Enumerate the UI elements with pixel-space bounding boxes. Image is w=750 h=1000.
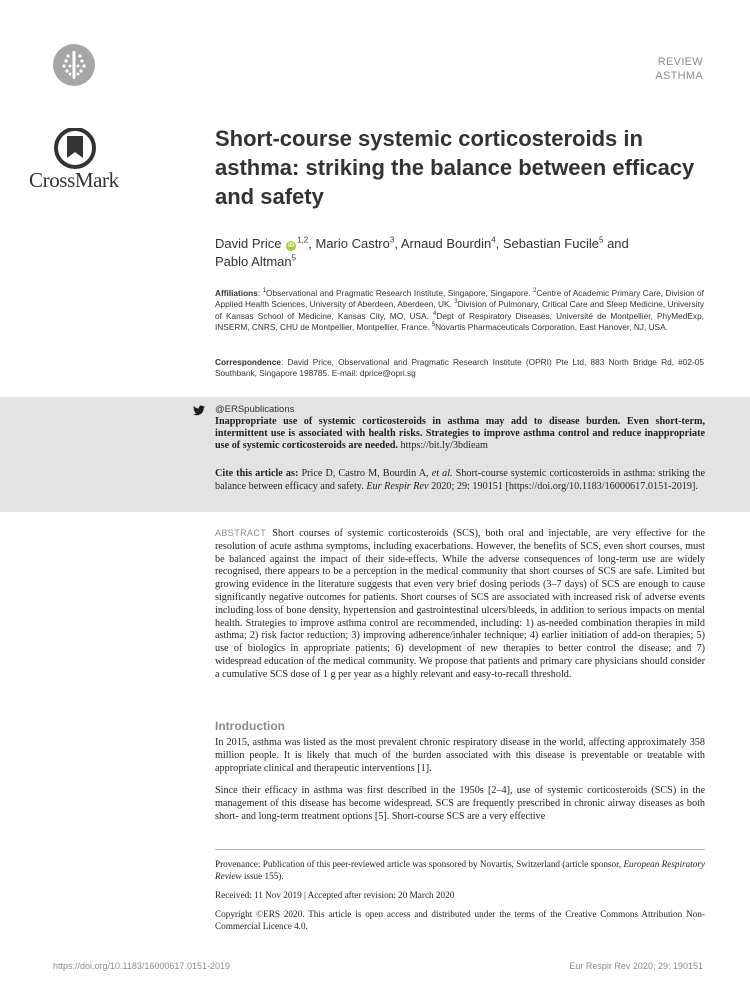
twitter-handle[interactable]: @ERSpublications (215, 404, 295, 415)
affil-sup: 2 (533, 288, 537, 295)
author-list: David Price iD$^{1,2}$, Mario Castro$^3$, Arnaud Bourdin$^4$, Sebastian Fucile$^5$ and Pablo Altman$^5$ (215, 235, 629, 269)
crossmark-label[interactable]: CrossMark (29, 168, 119, 192)
affil-sup: 4 (433, 311, 437, 318)
provenance-text: Provenance: Publication of this peer-reviewed article was sponsored by Novartis, Switzerland (article sponsor, (215, 859, 622, 869)
cite-etal: et al. (431, 468, 453, 479)
tweet-body: Inappropriate use of systemic corticosteroids in asthma may add to disease burden. Even short-term, intermittent use is associated with health risks. Strategies to improve asthma control and reduce inappropriate use of systemic corticosteroids are needed. (215, 416, 705, 452)
highlight-box (0, 397, 750, 512)
abstract-text: Short courses of systemic corticosteroids (SCS), both oral and injectable, are very effective for the resolution of acute asthma symptoms, including exacerbations. However, the benefits of SCS, even short courses, must be balanced against the impact of their side-effects. While the adverse consequences of long-term use are widely recognised, there appears to be a perception in the medical community that short courses of SCS are safe. Limited but growing evidence in the literature suggests that even very brief dosing periods (3–7 days) of SCS are enough to cause significantly negative outcomes for patients. Short courses of SCS are associated with increased risk of adverse events including loss of bone density, hypertension and gastrointestinal ulcers/bleeds, in addition to serious impacts on mental health. Strategies to improve asthma control are recommended, including: 1) as-needed combination therapies in mild asthma; 2) risk factor reduction; 3) improving adherence/inhaler technique; 4) earlier initiation of add-on therapies; 5) use of biologics in appropriate patients; 6) development of new therapies to better control the disease; and 7) widespread education of the medical community. We propose that patients and primary care physicians should consider a cumulative SCS dose of 1 g per year as a highly relevant and easy-to-recall threshold. (215, 528, 705, 680)
provenance-journal: European Respiratory Review (215, 859, 706, 881)
cite-doi[interactable]: 2020; 29: 190151 [https://doi.org/10.1183/16000617.0151-2019]. (431, 480, 698, 492)
abstract-label: ABSTRACT (215, 528, 267, 538)
orcid-icon[interactable]: iD (288, 243, 295, 249)
introduction-heading: Introduction (215, 719, 285, 733)
author-name[interactable]: Arnaud Bourdin (400, 236, 492, 251)
dates-note: Received: 11 Nov 2019 | Accepted after revision: 20 March 2020 (215, 890, 455, 900)
correspondence (215, 357, 704, 380)
cite-authors: Price D, Castro M, Bourdin A, (301, 468, 429, 479)
citation (215, 468, 705, 493)
footer-journal-ref: Eur Respir Rev 2020; 29: 190151 (569, 961, 703, 971)
copyright-note: Copyright ©ERS 2020. This article is open access and distributed under the terms of the Creative Commons Attribution Non-Commercial Licence 4.0. (215, 909, 705, 931)
intro-paragraph-2: Since their efficacy in asthma was first described in the 1950s [2–4], use of systemic corticosteroids (SCS) in the management of this disease has become widespread. SCS are frequently prescribed in chronic airway diseases as both short- and long-term treatment options [5]. Short-course SCS are a very effective (215, 785, 705, 822)
ers-logo-icon (53, 44, 95, 86)
tweet-text (215, 416, 705, 453)
provenance-end: issue 155). (243, 870, 284, 881)
correspondence-label: Correspondence (215, 357, 281, 367)
affil-text: Dept of Respiratory Diseases, Université de Montpellier, PhyMedExp, INSERM, CNRS, CHU de Montpellier, Montpellier, France. (215, 310, 704, 333)
author-name[interactable]: Sebastian Fucile (502, 236, 599, 251)
author-name[interactable]: Mario Castro (315, 236, 390, 251)
affil-text: Division of Pulmonary, Critical Care and Sleep Medicine, University of Kansas School of Medicine, Kansas City, MO, USA. (215, 299, 704, 321)
cite-journal: Eur Respir Rev (366, 480, 429, 492)
affiliations: Affiliations: $^1$Observational and Pragmatic Research Institute, Singapore, Singapore. $^2$Centre of Academic Primary Care, Division of Applied Health Sciences, University of Aberdeen, Aberdeen, UK. $^3$Division of Pulmonary, Critical Care and Sleep Medicine, University of Kansas School of Medicine, Kansas City, MO, USA. $^4$Dept of Respiratory Diseases, Université de Montpellier, PhyMedExp, INSERM, CNRS, CHU de Montpellier, Montpellier, France. $^5$Novartis Pharmaceuticals Corporation, East Hanover, NJ, USA. (215, 288, 704, 333)
affil-sup: 1 (262, 288, 267, 295)
affil-sup: 5 (431, 322, 436, 329)
footnote-divider (215, 849, 705, 850)
author-affil-sup: 4 (491, 235, 496, 245)
author-conjunction: and (607, 236, 629, 251)
twitter-icon[interactable] (193, 405, 205, 416)
affiliations-label: Affiliations (215, 288, 258, 298)
article-title: Short-course systemic corticosteroids in asthma: striking the balance between efficacy and safety (215, 126, 695, 209)
section-label (655, 55, 703, 83)
author-affil-sup: 5 (599, 235, 604, 245)
abstract (215, 527, 705, 682)
author-affil-sup: 5 (291, 253, 297, 263)
author-name[interactable]: David Price (215, 236, 282, 251)
section-type: REVIEW (657, 56, 703, 68)
cite-label: Cite this article as: (215, 468, 299, 479)
affil-text: Observational and Pragmatic Research Institute, Singapore, Singapore. (266, 288, 531, 298)
provenance-note (215, 859, 705, 882)
cite-title: Short-course systemic corticosteroids in asthma: striking the balance between efficacy and safety. (215, 468, 706, 492)
section-topic: ASTHMA (655, 70, 703, 82)
affil-sup: 3 (454, 299, 458, 306)
author-name[interactable]: Pablo Altman (215, 254, 292, 269)
author-affil-sup: 3 (389, 235, 395, 245)
intro-paragraph-1: In 2015, asthma was listed as the most prevalent chronic respiratory disease in the world, affecting approximately 358 million people. It is likely that much of the burden associated with this disease is preventable or treatable with appropriate clinical and therapeutic interventions [1]. (215, 737, 705, 774)
affil-text: Novartis Pharmaceuticals Corporation, East Hanover, NJ, USA. (435, 322, 668, 333)
tweet-link[interactable]: https://bit.ly/3bdieam (400, 440, 488, 452)
footer-doi[interactable]: https://doi.org/10.1183/16000617.0151-2019 (53, 961, 230, 971)
affil-text: Centre of Academic Primary Care, Division of Applied Health Sciences, University of Aberdeen, Aberdeen, UK. (215, 288, 704, 310)
author-affil-sup: 1,2 (297, 235, 309, 245)
correspondence-text[interactable]: : David Price, Observational and Pragmatic Research Institute (OPRI) Pte Ltd, 883 North Bridge Rd, #02-05 Southbank, Singapore 198785. E-mail: dprice@opri.sg (215, 357, 704, 379)
